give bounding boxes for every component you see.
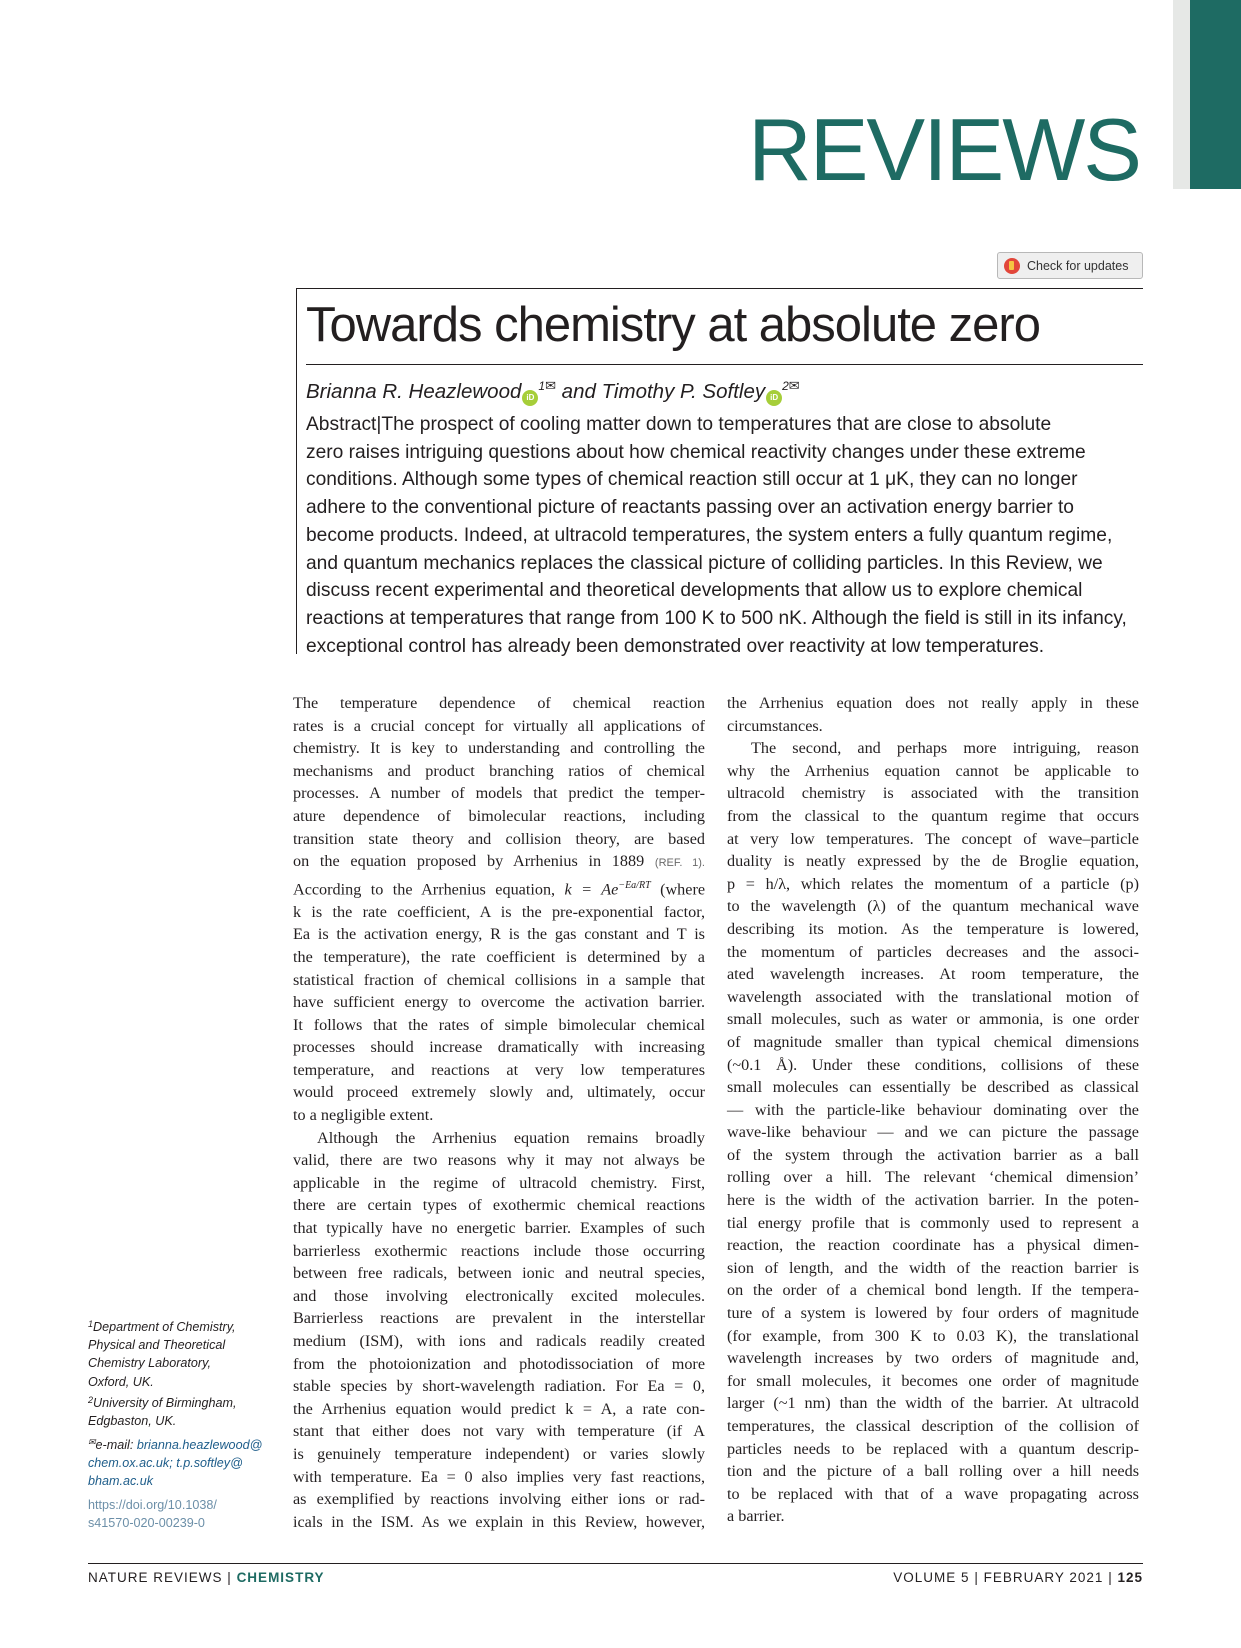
body-line: barrierless exothermic reactions include those occurring [293, 1241, 705, 1260]
abstract-line: Abstract|The prospect of cooling matter down to temperatures that are close to absolute [306, 414, 1052, 435]
body-line: reaction, the reaction coordinate has a physical dimen- [727, 1236, 1139, 1255]
footer-separator: | [974, 1570, 979, 1585]
body-line: for small molecules, it becomes one order of magnitude [727, 1371, 1139, 1390]
body-line: mechanisms and product branching ratios of chemical [293, 761, 705, 780]
body-line: small molecules, such as water or ammonia, is one order [727, 1010, 1139, 1029]
body-line: ature dependence of bimolecular reactions, including [293, 806, 705, 825]
body-line: ture of a system is lowered by four orders of magnitude [727, 1304, 1139, 1323]
body-line: wavelength associated with the translational motion of [727, 987, 1139, 1006]
body-line: and those involving electronically excited molecules. [293, 1286, 705, 1305]
body-line: wavelength increases by two orders of magnitude and, [727, 1349, 1139, 1368]
arrhenius-exponent: −Ea/RT [618, 879, 651, 891]
body-line: (~0.1 Å). Under these conditions, collisions of these [727, 1055, 1139, 1074]
body-line: from the photoionization and photodissociation of more [293, 1354, 705, 1373]
body-line: temperatures, the classical description of the collision of [727, 1417, 1139, 1435]
title-rule-bottom [306, 364, 1143, 365]
body-line: medium (ISM), with ions and radicals readily created [293, 1332, 705, 1351]
body-line: The temperature dependence of chemical reaction [293, 694, 705, 712]
body-line: temperature, and reactions at very low temperatures [293, 1060, 705, 1079]
body-line: with temperature. Ea = 0 also implies very fast reactions, [293, 1467, 705, 1486]
body-line: tial energy profile that is commonly used to represent a [727, 1213, 1139, 1232]
email-link[interactable]: chem.ox.ac.uk; t.p.softley@ [88, 1456, 243, 1471]
body-line: small molecules can essentially be described as classical [727, 1078, 1139, 1097]
affiliation-number: 2 [88, 1395, 94, 1405]
body-column-left [293, 692, 705, 1533]
email-block [88, 1433, 278, 1491]
check-for-updates-label: Check for updates [1027, 258, 1129, 273]
body-line: to a negligible extent. [293, 1106, 434, 1125]
body-line: — with the particle-like behaviour dominating over the [727, 1100, 1139, 1119]
body-line: rates is a crucial concept for virtually all applications of [293, 716, 705, 735]
affiliation-1: $^1$Department of Chemistry, Physical and Theoretical Chemistry Laboratory, Oxford, UK. [88, 1319, 236, 1389]
abstract-line: discuss recent experimental and theoretical developments that allow us to explore chemical [306, 580, 1083, 602]
body-line: from the classical to the quantum regime that occurs [727, 806, 1139, 825]
title-rule-left [296, 288, 297, 654]
body-line: k is the rate coefficient, A is the pre-exponential factor, [293, 902, 705, 921]
body-line: icals in the ISM. As we explain in this Review, however, [293, 1512, 705, 1531]
body-line: valid, there are two reasons why it may not always be [293, 1151, 705, 1170]
body-line: that typically have no energetic barrier. Examples of such [293, 1219, 705, 1238]
body-line: Although the Arrhenius equation remains broadly [317, 1128, 705, 1147]
body-line: Barrierless reactions are prevalent in the interstellar [293, 1309, 705, 1328]
body-line: duality is neatly expressed by the de Broglie equation, [727, 852, 1139, 871]
reference-link[interactable]: (REF. 1). [654, 857, 705, 870]
body-line: the momentum of particles decreases and the associ- [727, 942, 1139, 961]
title-rule-top [296, 288, 1143, 289]
body-line: larger (~1 nm) than the width of the barrier. At ultracold [727, 1394, 1139, 1413]
envelope-icon: ✉ [88, 1437, 96, 1447]
body-line: The second, and perhaps more intriguing, reason [751, 739, 1139, 758]
body-line: processes should increase dramatically with increasing [293, 1038, 705, 1057]
body-line: of magnitude smaller than typical chemical dimensions [727, 1032, 1139, 1051]
body-line: of the system through the activation barrier as a ball [727, 1145, 1139, 1164]
body-line: between free radicals, between ionic and neutral species, [293, 1264, 705, 1283]
body-line: describing its motion. As the temperature is lowered, [727, 919, 1139, 938]
body-line: Ea is the activation energy, R is the gas constant and T is [293, 925, 705, 944]
article-title: Towards chemistry at absolute zero [306, 298, 1040, 352]
body-line: sion of length, and the width of the reaction barrier is [727, 1258, 1139, 1277]
doi-link[interactable]: https://doi.org/10.1038/ s41570-020-00239-0 [88, 1498, 217, 1531]
body-line: the temperature), the rate coefficient is determined by a [293, 947, 705, 966]
body-line: According to the Arrhenius equation, $k = Ae^{-Ea/RT}$ (where [293, 879, 706, 899]
journal-name: NATURE REVIEWS [88, 1570, 223, 1585]
abstract [306, 411, 1146, 660]
affiliation-number: 1 [88, 1319, 94, 1329]
issue-date: FEBRUARY 2021 [983, 1570, 1104, 1585]
body-line: particles needs to be replaced with a quantum descrip- [727, 1439, 1139, 1458]
body-line: chemistry. It is key to understanding and controlling the [293, 739, 705, 758]
journal-subject: CHEMISTRY [236, 1570, 325, 1585]
author-joiner: and [561, 380, 596, 403]
abstract-line: conditions. Although some types of chemical reaction still occur at 1 μK, they can no longer [306, 469, 1078, 491]
body-line: processes. A number of models that predict the temper- [293, 784, 705, 803]
author-affiliation-ref: 2 [782, 379, 789, 393]
body-line: stant that either does not vary with temperature (if A [293, 1422, 705, 1441]
body-line: wave-like behaviour — and we can picture the passage [727, 1123, 1139, 1142]
abstract-line: reactions at temperatures that range from 100 K to 500 nK. Although the field is still in its infancy, [306, 607, 1127, 629]
author-name[interactable]: Timothy P. Softley [601, 380, 766, 403]
body-line: why the Arrhenius equation cannot be applicable to [727, 761, 1139, 780]
orcid-icon[interactable]: iD [522, 390, 538, 406]
body-line: statistical fraction of chemical collisions in a sample that [293, 970, 705, 989]
footer-issue [893, 1570, 1143, 1585]
email-link[interactable]: bham.ac.uk [88, 1474, 154, 1489]
crossmark-icon [1004, 258, 1020, 274]
body-line: the Arrhenius equation does not really apply in these [727, 694, 1139, 712]
body-line: the Arrhenius equation would predict k = A, a rate con- [293, 1399, 705, 1418]
body-column-right [727, 692, 1139, 1528]
body-line: have sufficient energy to overcome the activation barrier. [293, 993, 705, 1012]
body-line: would proceed extremely slowly and, ultimately, occur [293, 1083, 705, 1102]
abstract-line: become products. Indeed, at ultracold temperatures, the system enters a fully quantum regime, [306, 524, 1113, 546]
footer-rule [88, 1563, 1143, 1564]
body-line: as exemplified by reactions involving either ions or rad- [293, 1490, 705, 1509]
abstract-line: zero raises intriguing questions about how chemical reactivity changes under these extreme [306, 441, 1086, 463]
abstract-line: adhere to the conventional picture of reactants passing over an activation energy barrier to [306, 497, 1074, 519]
body-line: (for example, from 300 K to 0.03 K), the translational [727, 1326, 1139, 1345]
body-line: at very low temperatures. The concept of wave–particle [727, 829, 1139, 848]
body-line: here is the width of the activation barrier. In the poten- [727, 1191, 1139, 1210]
body-line: stable species by short-wavelength radiation. For Ea = 0, [293, 1377, 705, 1396]
section-label: REVIEWS [748, 100, 1140, 199]
body-line: transition state theory and collision theory, are based [293, 829, 705, 848]
arrhenius-equation: k = Ae [564, 880, 619, 899]
email-link[interactable]: brianna.heazlewood@ [136, 1438, 263, 1452]
body-line: to the wavelength (λ) of the quantum mechanical wave [727, 897, 1139, 916]
volume: VOLUME 5 [893, 1570, 970, 1585]
body-line: tion and the picture of a ball rolling over a hill needs [727, 1462, 1139, 1481]
header-side-bar-light [1173, 0, 1190, 189]
body-line: circumstances. [727, 716, 823, 735]
body-line: ated wavelength increases. At room temperature, the [727, 965, 1139, 984]
body-line: is genuinely temperature independent) or varies slowly [293, 1444, 705, 1463]
body-line: ultracold chemistry is associated with the transition [727, 784, 1139, 803]
abstract-label: Abstract [306, 414, 377, 435]
orcid-icon[interactable]: iD [766, 390, 782, 406]
abstract-line: exceptional control has already been demonstrated over reactivity at low temperatures. [306, 635, 1045, 657]
body-line: It follows that the rates of simple bimolecular chemical [293, 1015, 705, 1034]
footer-journal [88, 1570, 325, 1585]
page-number: 125 [1117, 1570, 1143, 1585]
envelope-icon[interactable]: ✉ [788, 378, 800, 393]
body-line: rolling over a hill. The relevant ‘chemical dimension’ [727, 1168, 1139, 1187]
body-line: there are certain types of exothermic chemical reactions [293, 1196, 705, 1215]
check-for-updates-button[interactable] [997, 252, 1143, 279]
footer-separator: | [227, 1570, 232, 1585]
body-line: a barrier. [727, 1507, 785, 1526]
affiliation-2: $^2$University of Birmingham, Edgbaston, UK. [88, 1395, 237, 1429]
author-affiliation-ref: 1 [538, 379, 546, 393]
author-name[interactable]: Brianna R. Heazlewood [306, 380, 522, 403]
abstract-separator: | [376, 414, 382, 435]
body-line: on the equation proposed by Arrhenius in 1889 (REF. 1). [293, 852, 705, 871]
author-list [306, 373, 800, 406]
body-line: on the order of a chemical bond length. If the tempera- [727, 1281, 1139, 1300]
abstract-line: and quantum mechanics replaces the classical picture of colliding particles. In this Review, we [306, 552, 1103, 574]
footer-separator: | [1108, 1570, 1113, 1585]
body-line: p = h/λ, which relates the momentum of a particle (p) [727, 874, 1139, 893]
header-side-bar-dark [1190, 0, 1241, 189]
body-line: applicable in the regime of ultracold chemistry. First, [293, 1173, 705, 1192]
envelope-icon[interactable]: ✉ [545, 378, 556, 393]
body-line: to be replaced with that of a wave propagating across [727, 1484, 1139, 1503]
email-label: e-mail: [95, 1438, 134, 1452]
